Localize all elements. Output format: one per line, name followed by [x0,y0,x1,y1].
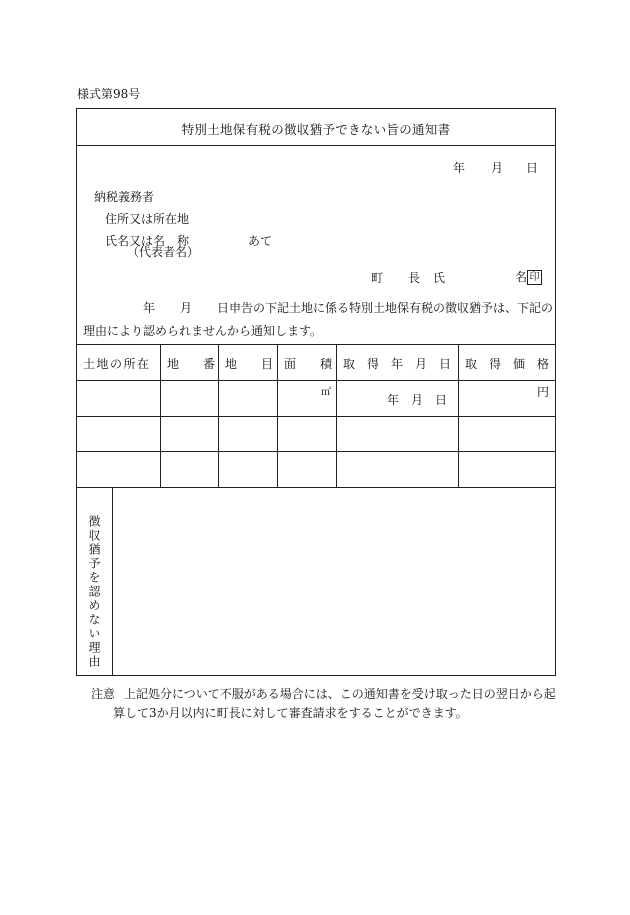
seal-icon: 印 [527,270,542,285]
table-bottom-border [77,487,555,488]
name-label: 氏名又は名 称 [105,234,190,248]
header-location: 土地の所在 [83,357,151,371]
header-land-category: 地 目 [225,357,274,371]
notice-form [76,108,556,676]
header-acquisition-price: 取 得 価 格 [465,357,550,371]
date-year: 年 [453,161,466,175]
body-line1: 日申告の下記土地に係る特別土地保有税の徴収猶予は、下記の [217,301,554,315]
body-line2: 理由により認められませんから通知します。 [83,324,323,338]
date-day: 日 [526,161,539,175]
form-number: 様式第98号 [77,87,141,101]
representative-label: （代表者名） [127,245,200,259]
form-title: 特別土地保有税の徴収猶予できない旨の通知書 [181,122,451,137]
issuer-head: 長 [408,271,421,285]
note-line2: 算して3か月以内に町長に対して審査請求をすることができます。 [113,706,468,720]
note-label: 注意 [91,687,116,701]
header-row-border [77,380,555,381]
header-acquisition-date: 取 得 年 月 日 [343,357,452,371]
honorific: あて [248,234,273,248]
reason-label-divider [112,487,113,675]
issuer-title: 氏 [433,271,446,285]
issuer-name-area [515,268,542,285]
price-unit: 円 [537,385,550,399]
col-divider-4 [336,344,337,487]
address-label: 住所又は所在地 [105,212,190,226]
body-month: 月 [180,301,193,315]
reason-label: 徴収猶予を認めない理由 [87,515,101,669]
issuer-town: 町 [371,271,384,285]
date-month: 月 [491,161,504,175]
body-year: 年 [143,301,156,315]
row-border-1 [77,416,555,417]
col-divider-5 [458,344,459,487]
col-divider-2 [218,344,219,487]
acquisition-date-placeholder: 年 月 日 [387,393,448,407]
header-area: 面 積 [284,357,333,371]
header-lot-number: 地 番 [167,357,216,371]
table-top-border [77,344,555,345]
col-divider-3 [277,344,278,487]
note-line1: 上記処分について不服がある場合には、この通知書を受け取った日の翌日から起 [124,687,556,701]
issuer-name-suffix: 名 [515,270,528,284]
area-unit: ㎡ [321,387,331,398]
taxpayer-heading: 納税義務者 [94,190,155,204]
title-divider [77,145,555,146]
col-divider-1 [160,344,161,487]
row-border-2 [77,451,555,452]
